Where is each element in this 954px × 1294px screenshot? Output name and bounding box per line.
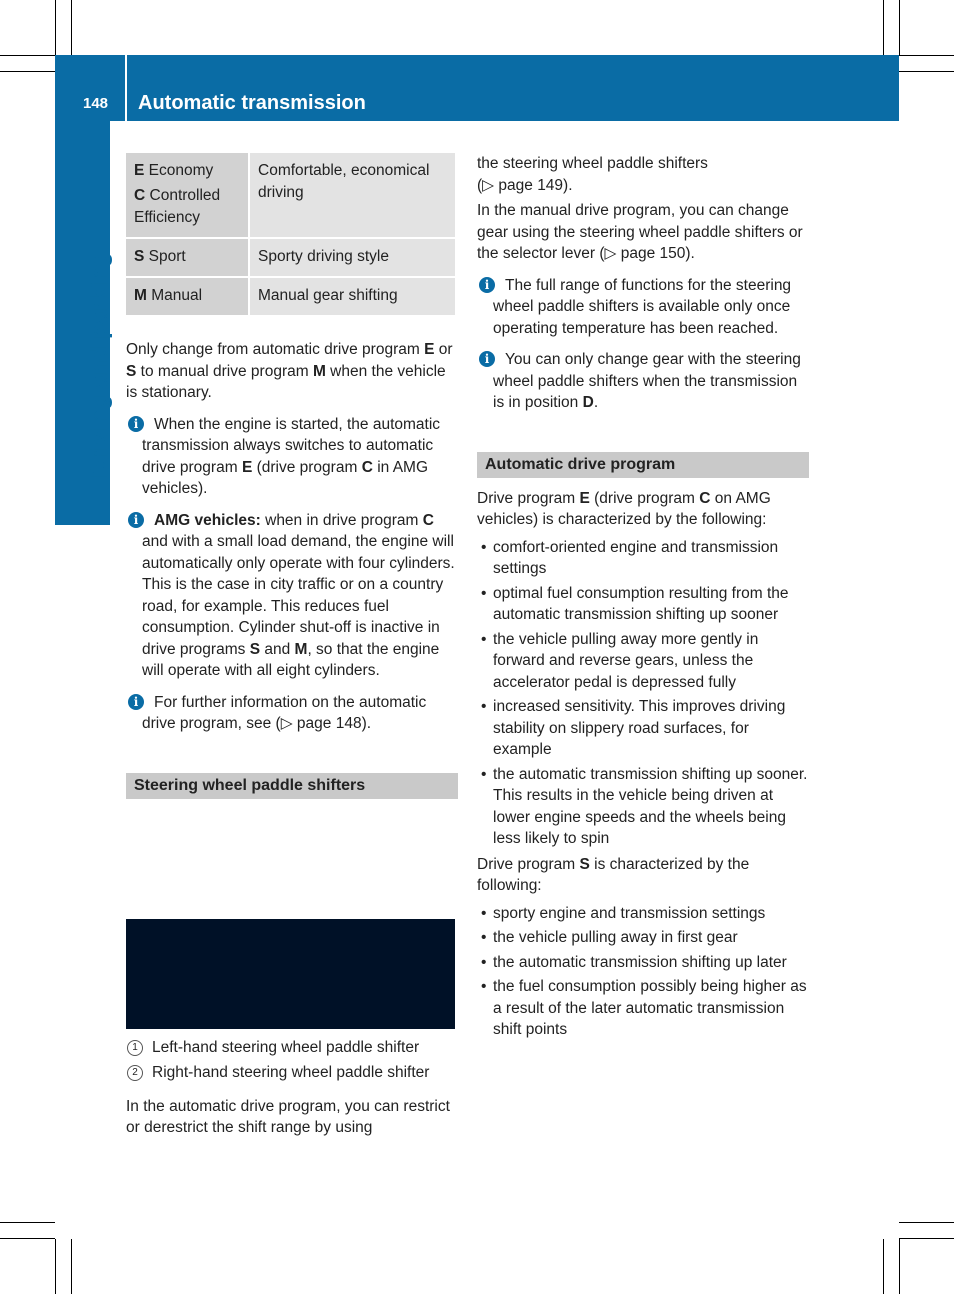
table-row bbox=[126, 238, 455, 277]
list-item: • the automatic transmission shifting up later bbox=[477, 952, 809, 974]
paddle-shifter-illustration bbox=[126, 919, 455, 1029]
table-row bbox=[126, 277, 455, 316]
program-e-intro: Drive program E (drive program C on AMG vehicles) is characterized by the following: bbox=[477, 489, 771, 528]
section-heading: Automatic drive program bbox=[477, 452, 809, 478]
mode-name: Sport bbox=[144, 248, 186, 265]
list-item: • the vehicle pulling away more gently in forward and reverse gears, unless the accelerator pedal is depressed fully bbox=[477, 629, 809, 694]
mode-cell bbox=[126, 153, 249, 238]
drive-mode-table bbox=[126, 153, 455, 317]
closing-paragraph: In the automatic drive program, you can restrict or derestrict the shift range by using bbox=[126, 1097, 450, 1136]
list-item: • the fuel consumption possibly being higher as a result of the later automatic transmission shift points bbox=[477, 976, 809, 1041]
crop-mark bbox=[883, 1239, 884, 1294]
crop-mark bbox=[55, 0, 56, 55]
info-note: i AMG vehicles: when in drive program C and with a small load demand, the engine will automatically only operate with four cylinders. This is the case in city traffic or on a country road, for example. This reduces fuel consumption. Cylinder shut-off is inactive in drive programs S and M, so that the engine will operate with all eight cylinders. bbox=[126, 510, 458, 682]
crop-mark bbox=[55, 1239, 56, 1294]
info-note: i You can only change gear with the steering wheel paddle shifters when the transmission is in position D. bbox=[477, 349, 809, 414]
list-item: • comfort-oriented engine and transmission settings bbox=[477, 537, 809, 580]
info-note: i When the engine is started, the automatic transmission always switches to automatic drive program E (drive program C in AMG vehicles). bbox=[126, 414, 458, 500]
info-note: i The full range of functions for the steering wheel paddle shifters is available only once operating temperature has been reached. bbox=[477, 275, 809, 340]
info-icon: i bbox=[128, 416, 144, 432]
crop-mark bbox=[899, 0, 900, 55]
program-s-list bbox=[477, 903, 809, 1041]
crop-mark bbox=[0, 71, 55, 72]
list-item: • optimal fuel consumption resulting from the automatic transmission shifting up sooner bbox=[477, 583, 809, 626]
crop-mark bbox=[899, 55, 954, 56]
mode-letter: E bbox=[134, 162, 145, 179]
list-item: • the automatic transmission shifting up sooner. This results in the vehicle being driven at lower engine speeds and the wheels being less likely to spin bbox=[477, 764, 809, 850]
legend-item: 1 Left-hand steering wheel paddle shifter bbox=[126, 1037, 458, 1059]
crop-mark bbox=[899, 1239, 900, 1294]
list-item: • sporty engine and transmission settings bbox=[477, 903, 809, 925]
page-header bbox=[55, 55, 899, 121]
info-icon: i bbox=[479, 351, 495, 367]
crop-mark bbox=[0, 55, 55, 56]
crop-mark bbox=[71, 0, 72, 55]
mode-description: Manual gear shifting bbox=[249, 277, 455, 316]
right-column bbox=[477, 153, 809, 1045]
manual-paragraph: In the manual drive program, you can change gear using the steering wheel paddle shifters or the selector lever (▷ page 150). bbox=[477, 202, 803, 262]
header-divider bbox=[125, 55, 127, 121]
list-item: • increased sensitivity. This improves driving stability on slippery road surfaces, for example bbox=[477, 696, 809, 761]
mode-letter: M bbox=[134, 287, 147, 304]
program-s-intro: Drive program S is characterized by the following: bbox=[477, 855, 750, 894]
info-icon: i bbox=[128, 512, 144, 528]
page-number: 148 bbox=[83, 95, 109, 112]
info-icon: i bbox=[128, 694, 144, 710]
crop-mark bbox=[899, 71, 954, 72]
mode-cell bbox=[126, 238, 249, 277]
mode-letter: S bbox=[134, 248, 145, 265]
page-ref-arrow-icon: ▷ bbox=[482, 176, 495, 194]
mode-name: Economy bbox=[144, 162, 214, 179]
crop-mark bbox=[899, 1222, 954, 1223]
crop-mark bbox=[899, 1238, 954, 1239]
illustration-spacer bbox=[126, 809, 458, 919]
info-icon: i bbox=[479, 277, 495, 293]
crop-mark bbox=[71, 1239, 72, 1294]
crop-mark bbox=[0, 1238, 55, 1239]
legend-item: 2 Right-hand steering wheel paddle shifter bbox=[126, 1062, 458, 1084]
chapter-label: Driving and parking bbox=[86, 252, 113, 478]
mode-description: Comfortable, economical driving bbox=[249, 153, 455, 238]
intro-paragraph: Only change from automatic drive program E or S to manual drive program M when the vehicle is stationary. bbox=[126, 341, 453, 401]
section-heading: Steering wheel paddle shifters bbox=[126, 773, 458, 799]
program-e-list bbox=[477, 537, 809, 850]
list-item: • the vehicle pulling away in first gear bbox=[477, 927, 809, 949]
mode-letter: C bbox=[134, 187, 146, 204]
mode-name: Manual bbox=[146, 287, 203, 304]
crop-mark bbox=[0, 1222, 55, 1223]
table-row bbox=[126, 153, 455, 238]
mode-description: Sporty driving style bbox=[249, 238, 455, 277]
crop-mark bbox=[883, 0, 884, 55]
mode-cell bbox=[126, 277, 249, 316]
continued-paragraph: the steering wheel paddle shifters (▷ page 149). bbox=[477, 155, 708, 194]
callout-number: 2 bbox=[127, 1065, 143, 1081]
left-column bbox=[126, 153, 458, 1149]
page-title: Automatic transmission bbox=[138, 92, 366, 114]
mode-name: Controlled Efficiency bbox=[134, 187, 221, 226]
info-note: i For further information on the automatic drive program, see (▷ page 148). bbox=[126, 692, 458, 735]
page-ref-arrow-icon: ▷ bbox=[280, 715, 293, 732]
page-ref-arrow-icon: ▷ bbox=[604, 245, 617, 262]
callout-number: 1 bbox=[127, 1040, 143, 1056]
